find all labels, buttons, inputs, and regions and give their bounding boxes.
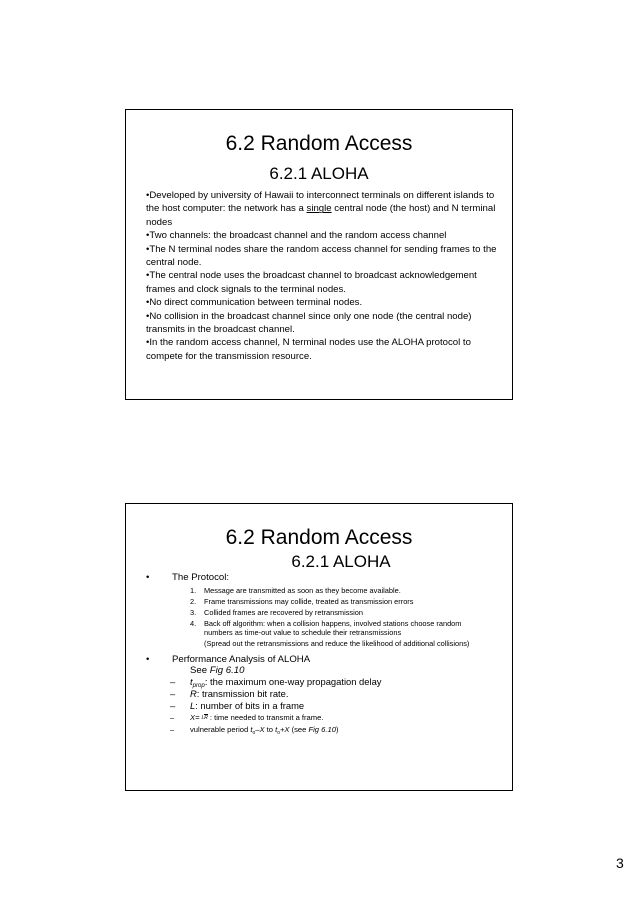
paragraph-text: •Developed by university of Hawaii to interconnect terminals on different islands to the host computer: the network has a [146, 190, 495, 215]
slide-1-title: 6.2 Random Access [225, 132, 413, 155]
paragraph-text: central node (the host) and N terminal nodes [146, 203, 496, 228]
slide-2 [125, 503, 513, 791]
slide-1-paragraph: •No collision in the broadcast channel since only one node (the central node) transmits in the broadcast channel. [146, 310, 472, 336]
page-number: 3 [616, 855, 624, 871]
performance-definitions [170, 676, 500, 736]
definition-text: vulnerable period [190, 725, 251, 734]
dash-mark: – [170, 688, 176, 699]
subscript: prop [192, 682, 205, 689]
list-item [170, 724, 500, 736]
dash-mark: – [170, 676, 176, 687]
see-text: See [190, 665, 210, 676]
subscript: 0 [277, 731, 280, 736]
step-text: Back off algorithm: when a collision happens, involved stations choose random numbers as time-out value to schedule their retransmissions [204, 618, 462, 637]
definition-text: : the maximum one-way propagation delay [204, 676, 382, 687]
symbol: t [250, 725, 253, 734]
definition-text: : transmission bit rate. [196, 688, 289, 699]
slide-1-body [146, 189, 498, 363]
dash-mark: – [170, 713, 175, 722]
list-item [170, 676, 500, 688]
subscript: 0 [252, 731, 256, 736]
step-note: (Spread out the retransmissions and reduce the likelihood of additional collisions) [204, 639, 470, 649]
symbol: X= [190, 713, 200, 722]
symbol: t [275, 725, 278, 734]
figure-reference: Fig 6.10 [209, 665, 245, 676]
fraction [202, 716, 208, 721]
definition-text: : time needed to transmit a frame. [209, 713, 324, 722]
slide-2-subtitle: 6.2.1 ALOHA [291, 552, 391, 571]
underlined-word: single [306, 203, 332, 215]
list-item [190, 586, 490, 595]
slide-1-paragraph: •The N terminal nodes share the random access channel for sending frames to the central node. [146, 243, 497, 269]
protocol-steps [190, 586, 490, 650]
step-number: 2. [190, 596, 197, 606]
list-item [190, 597, 490, 606]
slide-1-paragraph: •In the random access channel, N terminal nodes use the ALOHA protocol to compete for the transmission resource. [146, 337, 471, 362]
protocol-label: The Protocol: [172, 572, 230, 583]
dash-mark: – [170, 700, 176, 711]
bullet-mark: • [146, 654, 150, 665]
bullet-mark: • [146, 572, 150, 583]
list-item [170, 700, 500, 712]
slide-1-subtitle: 6.2.1 ALOHA [269, 164, 369, 183]
list-item [170, 712, 500, 724]
slide-1 [125, 109, 513, 400]
step-text: Frame transmissions may collide, treated as transmission errors [204, 596, 414, 606]
slide-1-paragraph: •Two channels: the broadcast channel and the random access channel [146, 230, 447, 242]
slide-2-title: 6.2 Random Access [225, 526, 413, 549]
symbol: R [190, 688, 197, 699]
protocol-bullet [146, 572, 346, 584]
slide-1-paragraph [146, 189, 498, 229]
definition-text: to [264, 725, 276, 734]
symbol: L [190, 700, 196, 711]
list-item [190, 608, 490, 617]
figure-reference: Fig 6.10 [308, 725, 336, 734]
step-text: Collided frames are recovered by retransmission [204, 607, 363, 617]
list-item [170, 688, 500, 700]
performance-label: Performance Analysis of ALOHA [172, 654, 311, 665]
denominator: R [204, 714, 208, 721]
definition-text: (see [289, 725, 309, 734]
step-number: 4. [190, 618, 197, 628]
step-number: 1. [190, 586, 197, 595]
step-number: 3. [190, 607, 197, 617]
slide-1-paragraph: •The central node uses the broadcast channel to broadcast acknowledgement frames and clock signals to the terminal nodes. [146, 270, 477, 295]
step-text: Message are transmitted as soon as they become available. [204, 586, 401, 595]
symbol: –X [255, 725, 265, 734]
numerator: L [201, 714, 205, 721]
list-item [190, 619, 490, 649]
symbol: t [190, 676, 193, 687]
dash-mark: – [170, 725, 175, 734]
symbol: +X [279, 725, 290, 734]
definition-text: : number of bits in a frame [195, 700, 305, 711]
definition-text: ) [335, 725, 339, 734]
slide-1-paragraph: •No direct communication between terminal nodes. [146, 297, 363, 309]
